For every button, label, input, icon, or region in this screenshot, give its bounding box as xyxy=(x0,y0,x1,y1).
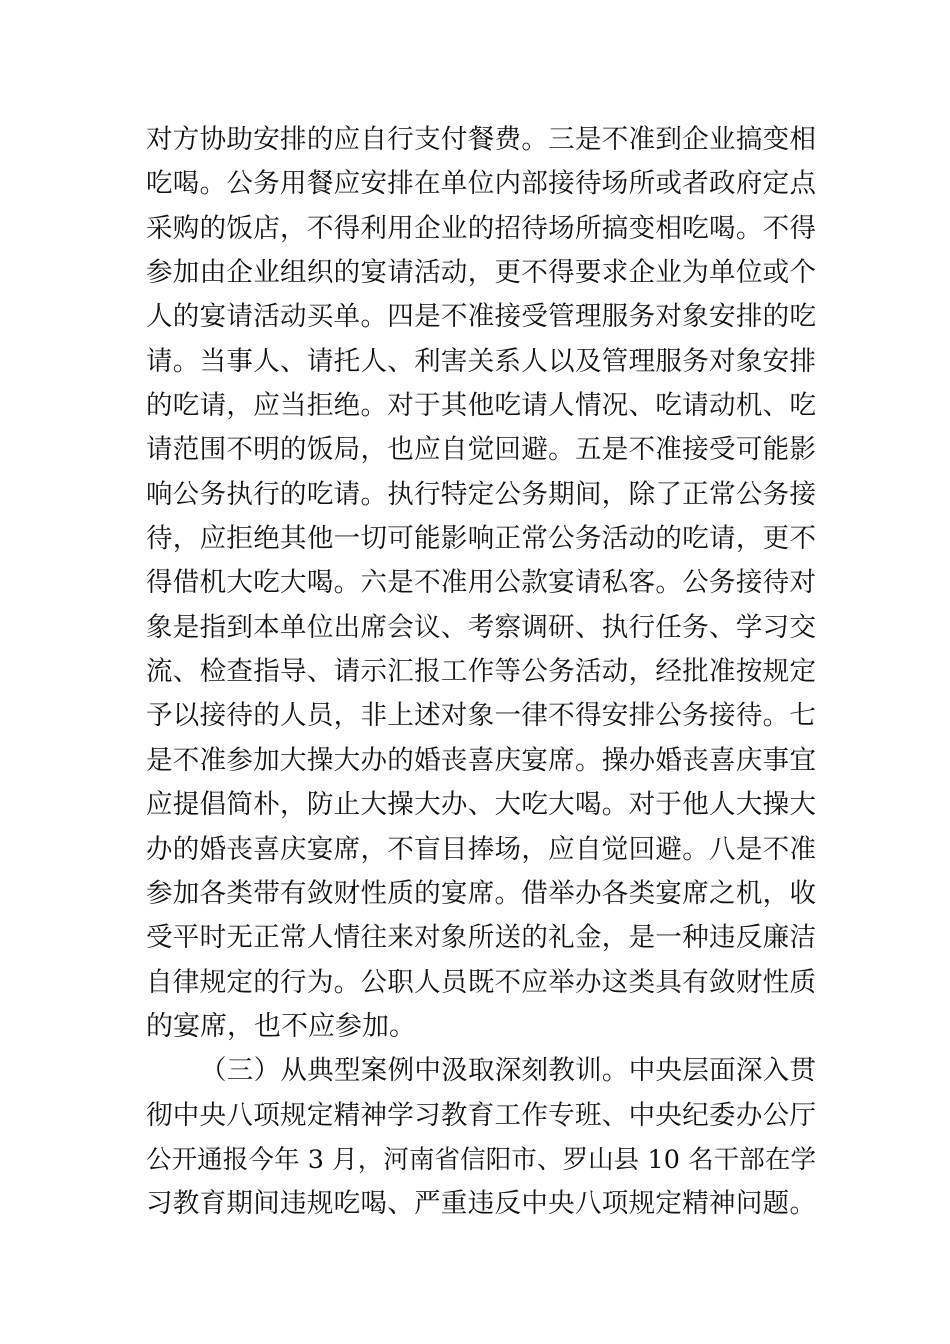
text-line-16: 应提倡简朴，防止大操大办、大吃大喝。对于他人大操大 xyxy=(146,789,816,821)
section-heading-line: （三）从典型案例中汲取深刻教训。中央层面深入贯 xyxy=(200,1055,816,1087)
text-line-18: 参加各类带有敛财性质的宴席。借举办各类宴席之机，收 xyxy=(146,877,816,909)
text-line-3: 采购的饭店，不得利用企业的招待场所搞变相吃喝。不得 xyxy=(146,212,816,244)
text-line-6: 请。当事人、请托人、利害关系人以及管理服务对象安排 xyxy=(146,345,816,377)
text-line-2: 吃喝。公务用餐应安排在单位内部接待场所或者政府定点 xyxy=(146,168,816,200)
text-line-24: 公开通报今年 3 月，河南省信阳市、罗山县 10 名干部在学 xyxy=(146,1144,816,1175)
text-line-25: 习教育期间违规吃喝、严重违反中央八项规定精神问题。 xyxy=(146,1188,816,1220)
text-line-10: 待，应拒绝其他一切可能影响正常公务活动的吃请，更不 xyxy=(146,523,816,555)
paragraph-end-line: 的宴席，也不应参加。 xyxy=(146,1010,416,1042)
text-line-1: 对方协助安排的应自行支付餐费。三是不准到企业搞变相 xyxy=(146,124,816,155)
text-line-14: 予以接待的人员，非上述对象一律不得安排公务接待。七 xyxy=(146,700,816,732)
text-line-12: 象是指到本单位出席会议、考察调研、执行任务、学习交 xyxy=(146,611,816,643)
text-line-15: 是不准参加大操大办的婚丧喜庆宴席。操办婚丧喜庆事宜 xyxy=(146,744,816,776)
text-line-7: 的吃请，应当拒绝。对于其他吃请人情况、吃请动机、吃 xyxy=(146,390,816,422)
text-line-11: 得借机大吃大喝。六是不准用公款宴请私客。公务接待对 xyxy=(146,567,816,599)
text-line-8: 请范围不明的饭局，也应自觉回避。五是不准接受可能影 xyxy=(146,434,816,466)
body-text xyxy=(146,118,816,1227)
text-line-23: 彻中央八项规定精神学习教育工作专班、中央纪委办公厅 xyxy=(146,1099,816,1131)
text-line-4: 参加由企业组织的宴请活动，更不得要求企业为单位或个 xyxy=(146,257,816,289)
text-line-19: 受平时无正常人情往来对象所送的礼金，是一种违反廉洁 xyxy=(146,922,816,954)
text-line-13: 流、检查指导、请示汇报工作等公务活动，经批准按规定 xyxy=(146,656,816,688)
text-line-9: 响公务执行的吃请。执行特定公务期间，除了正常公务接 xyxy=(146,478,816,510)
text-line-20: 自律规定的行为。公职人员既不应举办这类具有敛财性质 xyxy=(146,966,816,998)
text-line-5: 人的宴请活动买单。四是不准接受管理服务对象安排的吃 xyxy=(146,301,816,333)
text-line-17: 办的婚丧喜庆宴席，不盲目捧场，应自觉回避。八是不准 xyxy=(146,833,816,865)
